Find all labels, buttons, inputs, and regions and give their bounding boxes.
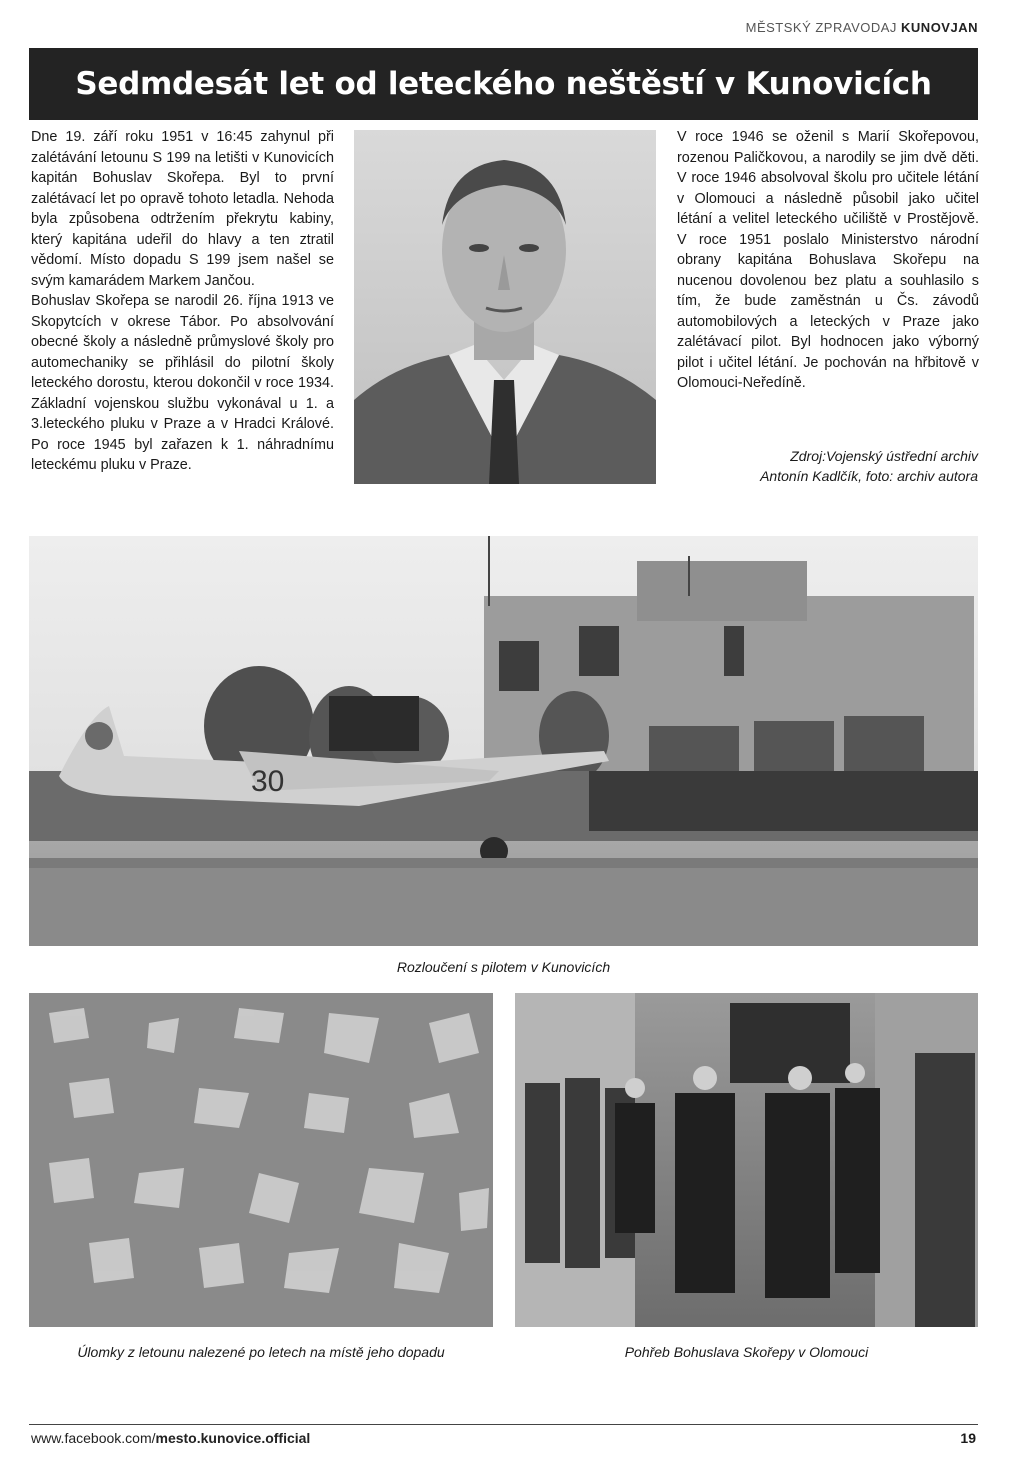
footer-divider <box>29 1424 978 1425</box>
farewell-photo <box>29 536 978 946</box>
header-section-plain: MĚSTSKÝ ZPRAVODAJ <box>745 20 902 35</box>
magazine-header <box>746 20 978 35</box>
aircraft-number: 30 <box>251 765 285 798</box>
wreckage-fragments-photo <box>29 993 493 1327</box>
page-number: 19 <box>960 1430 976 1446</box>
paragraph: Dne 19. září roku 1951 v 16:45 zahynul při zalétávání letounu S 199 na letišti v Kunovicích kapitán Bohuslav Skořepa. Byl to první zalétávací let po opravě tohoto letadla. Nehoda byla způsobena odtržením překrytu kabiny, který kapitána udeřil do hlavy a ten ztratil vědomí. Místo dopadu S 199 jsem našel se svým kamarádem Markem Jančou. <box>31 129 334 289</box>
article-column-1 <box>31 127 334 476</box>
header-section-bold: KUNOVJAN <box>901 20 978 35</box>
paragraph: Bohuslav Skořepa se narodil 26. října 1913 ve Skopytcích v okrese Tábor. Po absolvování obecné školy a následně průmyslové školy pro automechaniky se přihlásil do pilotní školy leteckého dorostu, kterou dokončil v roce 1934. Základní vojenskou službu vykonával u 1. a 3.leteckého pluku v Praze a v Hradci Králové. Po roce 1945 byl zařazen k 1. náhradnímu leteckému pluku v Praze. <box>31 293 334 473</box>
article-credit <box>658 446 978 486</box>
pilot-portrait-photo <box>354 130 656 484</box>
footer-facebook-link[interactable] <box>31 1430 310 1446</box>
source-line: Zdroj:Vojenský ústřední archiv <box>790 448 978 464</box>
funeral-photo <box>515 993 978 1327</box>
author-line: Antonín Kadlčík, foto: archiv autora <box>760 468 978 484</box>
footer-url-plain: www.facebook.com/ <box>31 1430 156 1446</box>
paragraph: V roce 1946 se oženil s Marií Skořepovou, rozenou Paličkovou, a narodily se jim dvě děti. V roce 1946 absolvoval školu pro učitele létání v Olomouci a následně působil jako učitel létání a velitel leteckého učiliště v Prostějově. V roce 1951 poslalo Ministerstvo národní obrany kapitána Bohuslava Skořepu na nucenou dovolenou bez platu a souhlasilo s tím, že bude zaměstnán u Čs. závodů automobilových a leteckých v Praze jako zalétávací pilot. Byl hodnocen jako výborný pilot i učitel létání. Je pochován na hřbitově v Olomouci-Neředíně. <box>677 129 979 391</box>
farewell-caption: Rozloučení s pilotem v Kunovicích <box>396 959 611 975</box>
footer-url-bold: mesto.kunovice.official <box>155 1430 311 1446</box>
funeral-caption: Pohřeb Bohuslava Skořepy v Olomouci <box>624 1344 869 1360</box>
article-title: Sedmdesát let od leteckého neštěstí v Kunovicích <box>75 66 932 102</box>
fragments-caption: Úlomky z letounu nalezené po letech na místě jeho dopadu <box>77 1344 445 1360</box>
article-column-2 <box>677 127 979 394</box>
title-bar <box>29 48 978 120</box>
